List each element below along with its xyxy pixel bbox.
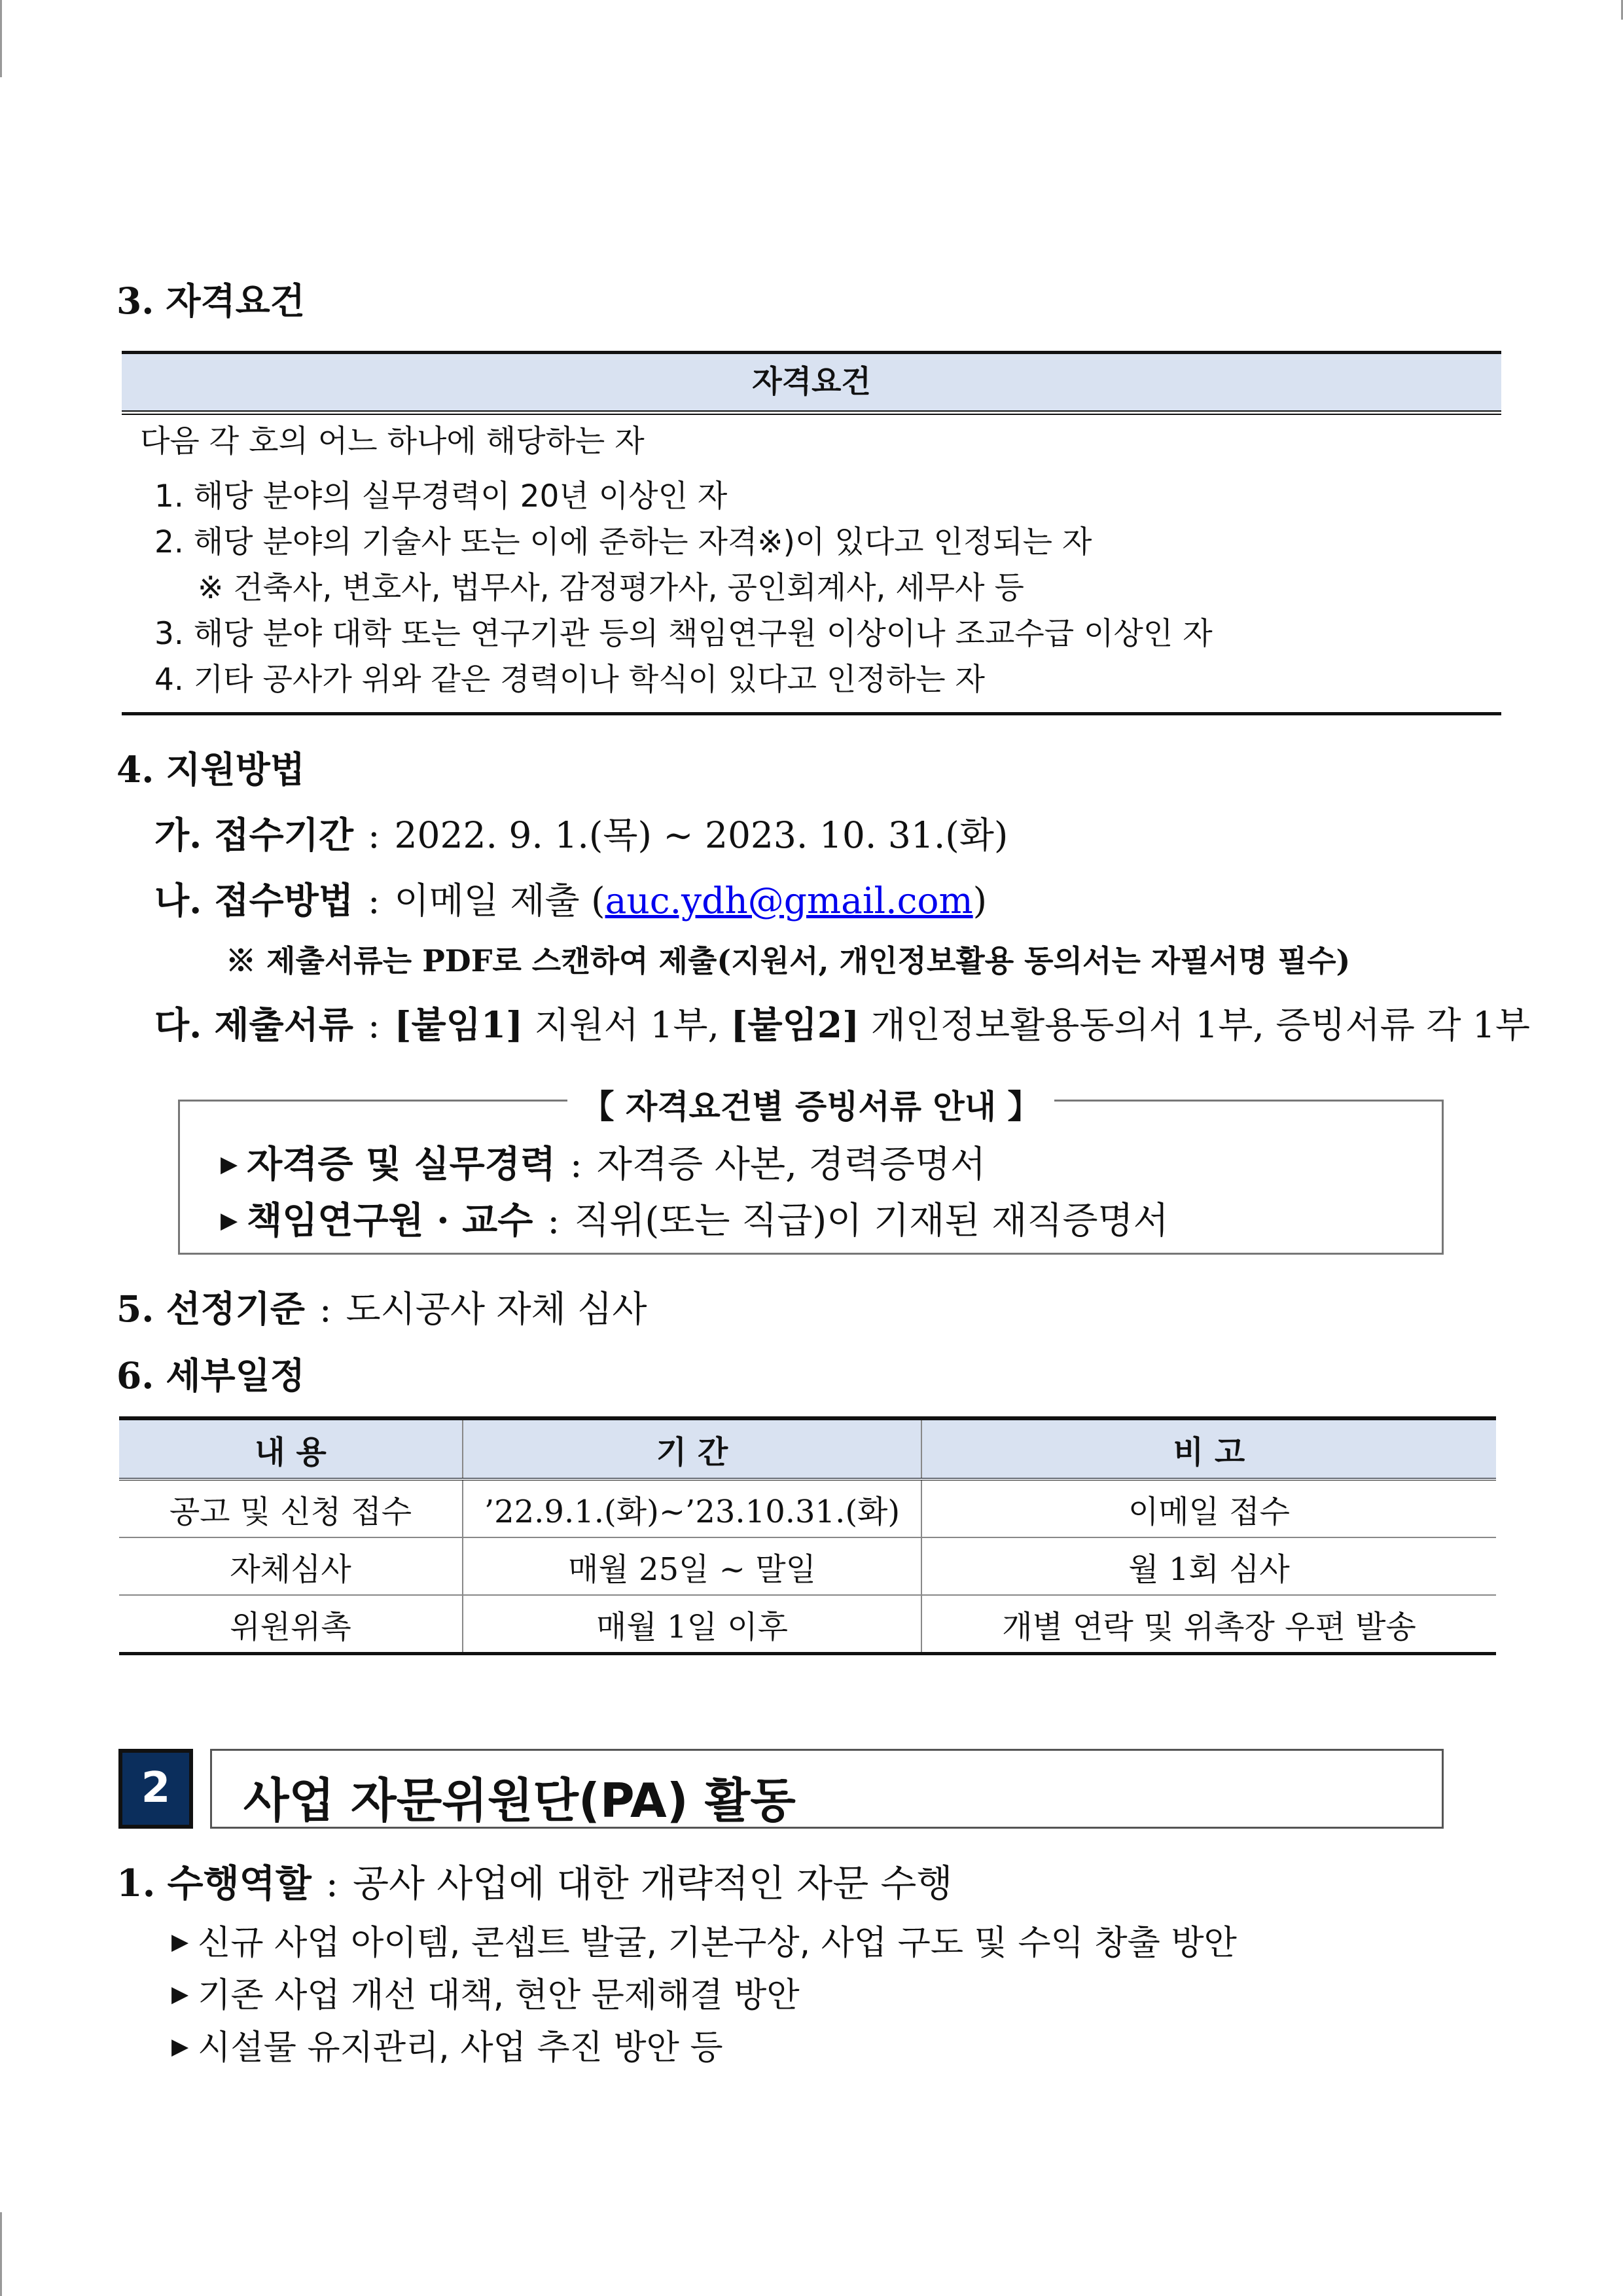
field-value: 2022. 9. 1.(목) ~ 2023. 10. 31.(화) bbox=[394, 814, 1008, 856]
list-item-text: 신규 사업 아이템, 콘셉트 발굴, 기본구상, 사업 구도 및 수익 창출 방안 bbox=[198, 1924, 1237, 1963]
triangle-bullet-icon: ▶ bbox=[221, 1208, 238, 1234]
guide-item: ▶ 책임연구원 · 교수 : 직위(또는 직급)이 기재된 재직증명서 bbox=[221, 1199, 1169, 1242]
part-title: 사업 자문위원단(PA) 활동 bbox=[243, 1773, 796, 1828]
part-title-box bbox=[210, 1749, 1444, 1829]
qualification-table bbox=[122, 351, 1501, 715]
triangle-bullet-icon: ▶ bbox=[171, 2034, 189, 2060]
guide-item-label: 책임연구원 · 교수 bbox=[247, 1199, 533, 1242]
list-item-text: 기존 사업 개선 대책, 현안 문제해결 방안 bbox=[198, 1976, 800, 2015]
guide-item: ▶ 자격증 및 실무경력 : 자격증 사본, 경력증명서 bbox=[221, 1143, 986, 1186]
table-cell: 자체심사 bbox=[119, 1537, 463, 1595]
proof-documents-guide bbox=[178, 1088, 1444, 1255]
section-5-heading: 5. 선정기준 : 도시공사 자체 심사 bbox=[116, 1287, 647, 1330]
section-title: 지원방법 bbox=[166, 748, 305, 791]
list-item-text: 시설물 유지관리, 사업 추진 방안 등 bbox=[198, 2028, 723, 2068]
field-label: 나. 접수방법 bbox=[154, 879, 353, 922]
field-value: 공사 사업에 대한 개략적인 자문 수행 bbox=[352, 1862, 953, 1905]
section-number: 1. bbox=[116, 1861, 156, 1905]
section-title: 세부일정 bbox=[166, 1354, 305, 1397]
field-label: 다. 제출서류 bbox=[154, 1003, 353, 1046]
field-value: 도시공사 자체 심사 bbox=[346, 1288, 647, 1330]
list-item bbox=[171, 1967, 800, 2017]
section-3-heading bbox=[116, 272, 305, 324]
section-number: 3. bbox=[116, 279, 154, 322]
qualification-item: 4. 기타 공사가 위와 같은 경력이나 학식이 있다고 인정하는 자 bbox=[154, 662, 985, 698]
section-number: 6. bbox=[116, 1354, 154, 1397]
role-heading: 1. 수행역할 : 공사 사업에 대한 개략적인 자문 수행 bbox=[116, 1861, 953, 1905]
guide-item-label: 자격증 및 실무경력 bbox=[247, 1143, 556, 1186]
guide-item-value: 자격증 사본, 경력증명서 bbox=[596, 1143, 986, 1186]
table-cell: 공고 및 신청 접수 bbox=[119, 1479, 463, 1537]
table-row bbox=[119, 1537, 1496, 1595]
field-value: 개인정보활용동의서 1부, 증빙서류 각 1부 bbox=[859, 1004, 1531, 1046]
triangle-bullet-icon: ▶ bbox=[171, 1929, 189, 1955]
field-label: 가. 접수기간 bbox=[154, 814, 353, 856]
schedule-table bbox=[119, 1416, 1496, 1655]
email-link[interactable]: auc.ydh@gmail.com bbox=[605, 880, 973, 922]
closing-paren: ) bbox=[972, 880, 988, 922]
submission-notice: ※ 제출서류는 PDF로 스캔하여 제출(지원서, 개인정보활용 동의서는 자필서명 필수) bbox=[226, 943, 1351, 978]
table-cell: ’22.9.1.(화)~’23.10.31.(화) bbox=[463, 1479, 921, 1537]
triangle-bullet-icon: ▶ bbox=[221, 1151, 238, 1177]
table-row bbox=[119, 1595, 1496, 1654]
section-title: 자격요건 bbox=[166, 279, 305, 322]
qualification-note: ※ 건축사, 변호사, 법무사, 감정평가사, 공인회계사, 세무사 등 bbox=[198, 570, 1024, 606]
table-cell: 이메일 접수 bbox=[921, 1479, 1496, 1537]
field-value: 이메일 제출 ( bbox=[394, 880, 605, 922]
crop-mark bbox=[0, 2212, 2, 2296]
table-cell: 개별 연락 및 위촉장 우편 발송 bbox=[921, 1595, 1496, 1654]
table-cell: 월 1회 심사 bbox=[921, 1537, 1496, 1595]
attachment-2-tag: [붙임2] bbox=[730, 1003, 860, 1046]
triangle-bullet-icon: ▶ bbox=[171, 1981, 189, 2007]
application-method: 나. 접수방법 : 이메일 제출 (auc.ydh@gmail.com) bbox=[154, 879, 988, 922]
column-header: 기 간 bbox=[463, 1418, 921, 1479]
guide-title: 【 자격요건별 증빙서류 안내 】 bbox=[567, 1088, 1055, 1126]
field-value: 지원서 1부, bbox=[523, 1004, 731, 1046]
section-6-heading bbox=[116, 1347, 305, 1399]
attachment-1-tag: [붙임1] bbox=[394, 1003, 524, 1046]
table-cell: 매월 25일 ~ 말일 bbox=[463, 1537, 921, 1595]
part-number-badge: 2 bbox=[118, 1749, 193, 1829]
section-number: 5. bbox=[116, 1287, 154, 1330]
table-header: 자격요건 bbox=[122, 354, 1501, 412]
guide-item-value: 직위(또는 직급)이 기재된 재직증명서 bbox=[574, 1200, 1169, 1242]
qualification-intro: 다음 각 호의 어느 하나에 해당하는 자 bbox=[140, 423, 645, 459]
table-cell: 매월 1일 이후 bbox=[463, 1595, 921, 1654]
field-label: 선정기준 bbox=[166, 1287, 305, 1330]
section-4-heading bbox=[116, 741, 305, 793]
field-label: 수행역할 bbox=[167, 1861, 312, 1905]
table-row bbox=[119, 1479, 1496, 1537]
application-period: 가. 접수기간 : 2022. 9. 1.(목) ~ 2023. 10. 31.(화) bbox=[154, 814, 1008, 856]
qualification-item: 1. 해당 분야의 실무경력이 20년 이상인 자 bbox=[154, 478, 728, 514]
crop-mark bbox=[0, 0, 2, 77]
column-header: 내 용 bbox=[119, 1418, 463, 1479]
list-item bbox=[171, 1915, 1237, 1964]
table-cell: 위원위촉 bbox=[119, 1595, 463, 1654]
list-item bbox=[171, 2020, 723, 2069]
section-number: 4. bbox=[116, 748, 154, 791]
qualification-item: 3. 해당 분야 대학 또는 연구기관 등의 책임연구원 이상이나 조교수급 이상인 자 bbox=[154, 616, 1213, 652]
qualification-item: 2. 해당 분야의 기술사 또는 이에 준하는 자격※)이 있다고 인정되는 자 bbox=[154, 524, 1092, 560]
column-header: 비 고 bbox=[921, 1418, 1496, 1479]
submission-documents: 다. 제출서류 : [붙임1] 지원서 1부, [붙임2] 개인정보활용동의서 1부, 증빙서류 각 1부 bbox=[154, 1003, 1531, 1046]
